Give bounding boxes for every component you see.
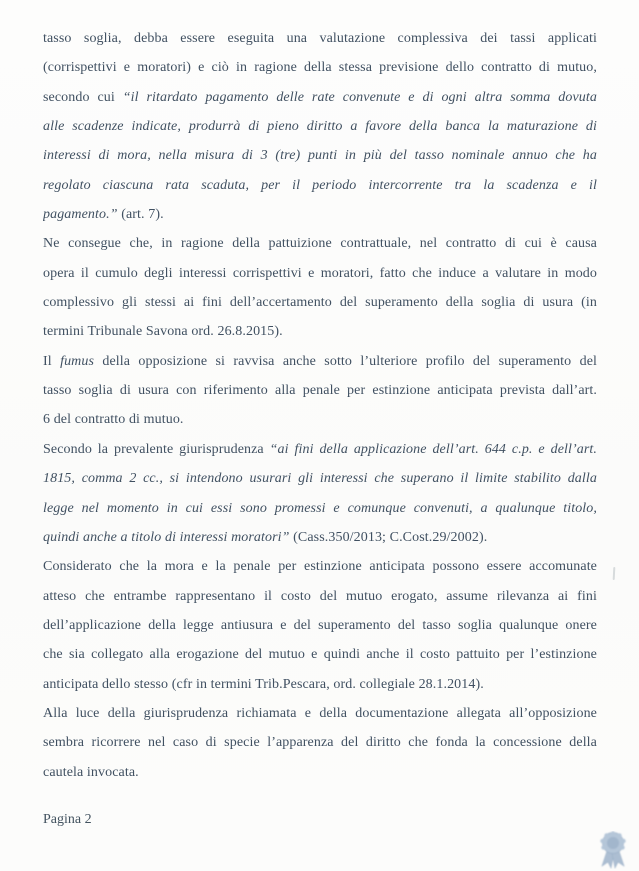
text-line [43,24,597,53]
text-line [43,259,597,288]
text-line [43,464,597,493]
text-line [43,640,597,669]
body-text: dell’applicazione della legge antiusura e del superamento del tasso soglia qualunque onere [43,617,597,633]
page-number-label: Pagina 2 [43,812,92,827]
body-text: sembra ricorrere nel caso di specie l’apparenza del diritto che fonda la concessione della [43,735,597,751]
quoted-italic-text: “ai fini della applicazione dell’art. 644 c.p. e dell’art. [269,441,597,457]
scan-smudge-artifact [613,567,616,580]
text-line [43,112,597,141]
text-line [43,523,597,552]
body-text: atteso che entrambe rappresentano il costo del mutuo erogato, assume rilevanza ai fini [43,588,597,604]
body-text: tasso soglia, debba essere eseguita una valutazione complessiva dei tassi applicati [43,31,597,46]
body-text: della opposizione si ravvisa anche sotto l’ulteriore profilo del superamento del [94,353,597,369]
text-line [43,728,597,757]
text-line [43,699,597,728]
body-text: anticipata dello stesso (cfr in termini Trib.Pescara, ord. collegiale 28.1.2014). [43,676,484,692]
body-text: Alla luce della giurisprudenza richiamata e della documentazione allegata all’opposizione [43,705,597,721]
text-line [43,288,597,317]
body-text: tasso soglia di usura con riferimento alla penale per estinzione anticipata prevista dall’art. [43,383,597,399]
text-line [43,53,597,82]
quoted-italic-text: 1815, comma 2 cc., si intendono usurari gli interessi che superano il limite stabilito dalla [43,471,597,487]
text-line [43,435,597,464]
body-text: Secondo la prevalente giurisprudenza [43,441,270,457]
body-text: complessivo gli stessi ai fini dell’accertamento del superamento della soglia di usura (in [43,295,597,311]
text-line [43,494,597,523]
quoted-italic-text: fumus [60,353,95,369]
text-line [43,552,597,581]
text-line [43,347,597,376]
body-text: (Cass.350/2013; C.Cost.29/2002). [293,529,488,545]
body-text: Il [43,353,61,369]
text-line [43,611,597,640]
quoted-italic-text: interessi di mora, nella misura di 3 (tre) punti in più del tasso nominale annuo che ha [43,148,597,164]
text-line [43,582,597,611]
quoted-italic-text: alle scadenze indicate, produrrà di pieno diritto a favore della banca la maturazione di [43,119,597,135]
text-line [43,405,597,434]
body-text: (art. 7). [121,207,164,223]
quoted-italic-text: “il ritardato pagamento delle rate convenute e di ogni altra somma dovuta [122,89,597,105]
quoted-italic-text: pagamento.” [43,207,122,223]
body-text: che sia collegato alla erogazione del mutuo e quindi anche il costo pattuito per l’estinzione [43,647,597,663]
text-line [43,670,597,699]
body-text: 6 del contratto di mutuo. [43,412,184,428]
body-text: (corrispettivi e moratori) e ciò in ragione della stessa previsione dello contratto di mutuo, [43,60,597,76]
body-text: termini Tribunale Savona ord. 26.8.2015). [43,324,283,340]
body-text: secondo cui [43,89,123,105]
text-line [43,229,597,258]
body-text: Considerato che la mora e la penale per estinzione anticipata possono essere accomunate [43,559,597,575]
text-line [43,200,597,229]
text-line [43,83,597,112]
text-line [43,376,597,405]
body-text: opera il cumulo degli interessi corrispettivi e moratori, fatto che induce a valutare in modo [43,265,597,281]
body-text: Ne consegue che, in ragione della pattuizione contrattuale, nel contratto di cui è causa [43,236,597,252]
body-text: cautela invocata. [43,764,139,780]
rosette-seal-icon [595,831,631,869]
text-line [43,171,597,200]
quoted-italic-text: regolato ciascuna rata scaduta, per il periodo intercorrente tra la scadenza e il [43,177,597,193]
document-body [43,24,597,787]
text-line [43,758,597,787]
text-line [43,141,597,170]
quoted-italic-text: quindi anche a titolo di interessi moratori” [43,529,294,545]
text-line [43,317,597,346]
quoted-italic-text: legge nel momento in cui essi sono promessi e comunque convenuti, a qualunque titolo, [43,500,597,516]
